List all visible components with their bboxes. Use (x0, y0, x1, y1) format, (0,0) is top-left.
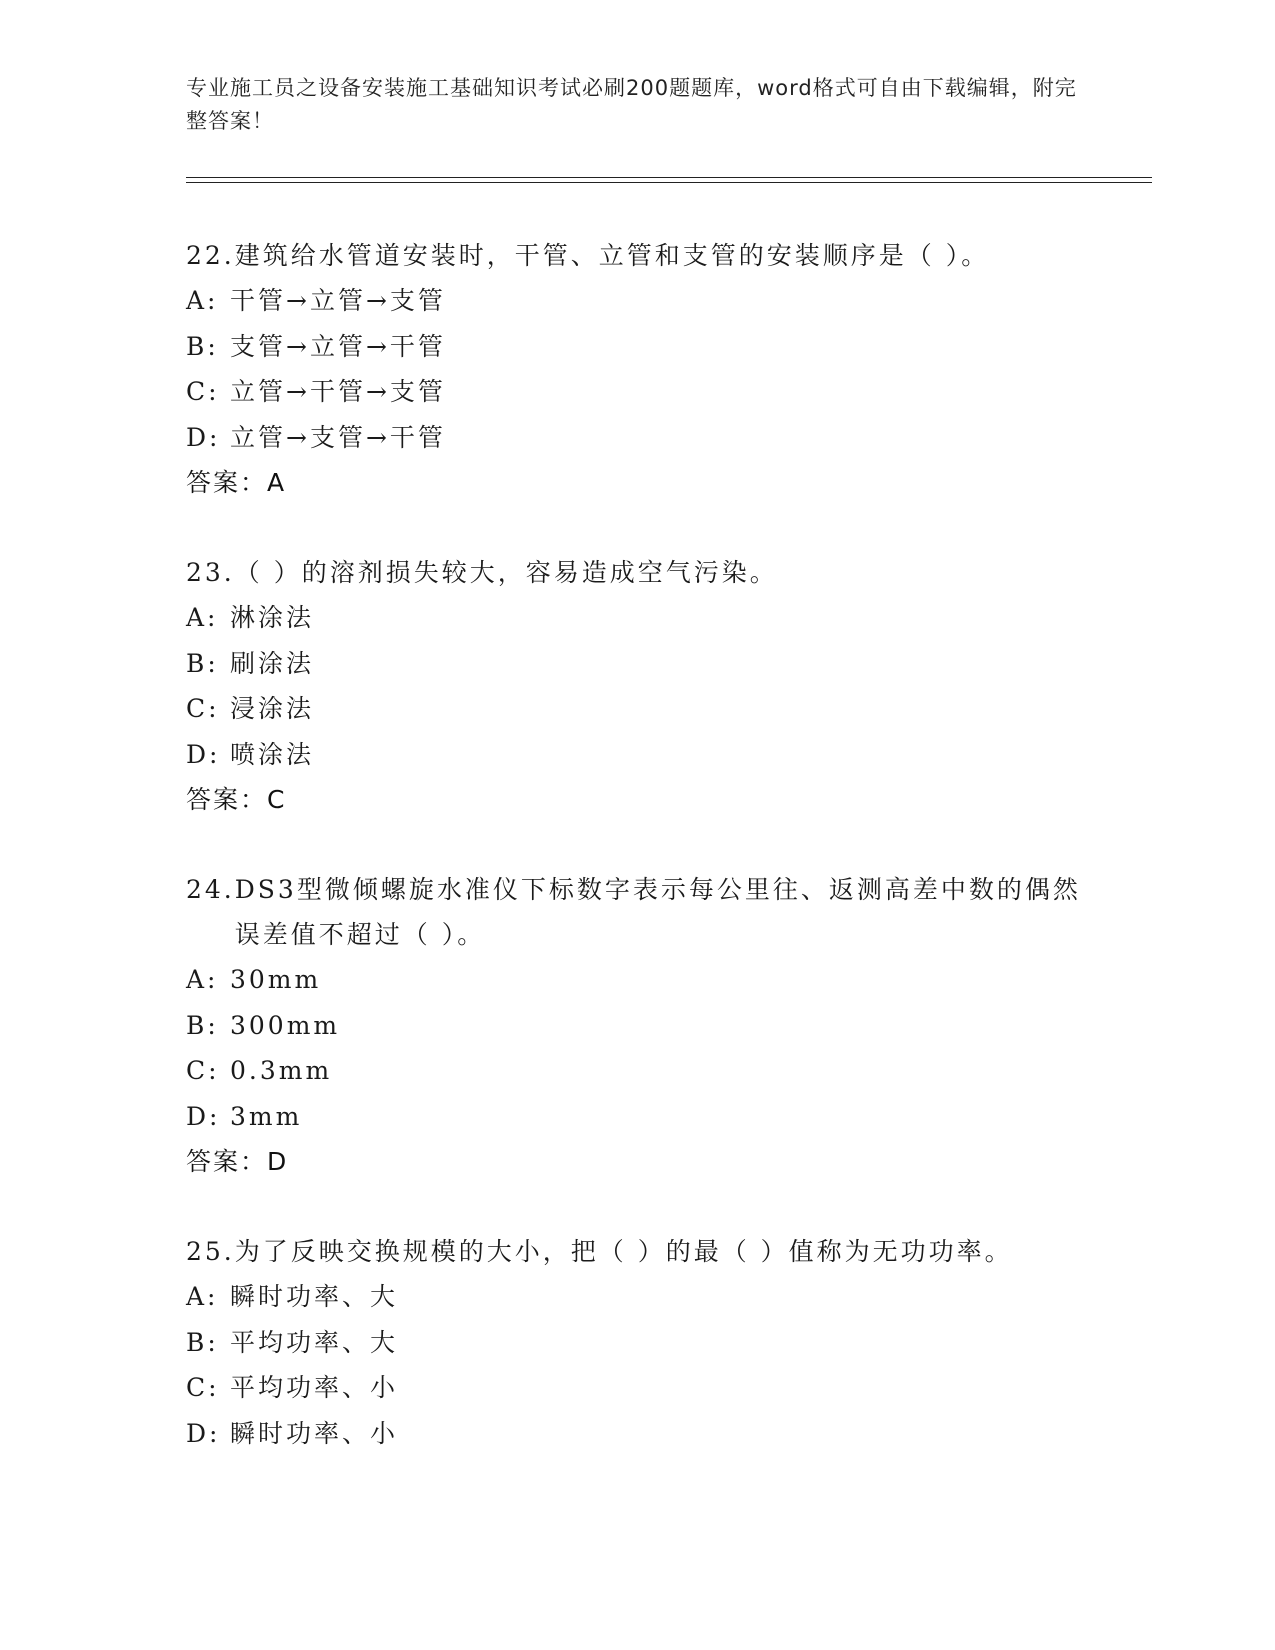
option-letter: D: (186, 1418, 221, 1448)
question-24 (186, 867, 1106, 1185)
header-title: 专业施工员之设备安装施工基础知识考试必刷200题题库，word格式可自由下载编辑，附完整答案！ (186, 76, 1077, 133)
option-b (186, 641, 1106, 687)
option-text: 立管→干管→支管 (230, 377, 446, 406)
question-25 (186, 1229, 1106, 1456)
option-letter: A: (186, 1282, 219, 1311)
option-a (186, 595, 1106, 641)
option-c (186, 369, 1106, 415)
option-letter: B: (186, 648, 219, 678)
option-text: 喷涂法 (230, 739, 315, 769)
question-22 (186, 233, 1106, 506)
option-text: 浸涂法 (230, 694, 315, 723)
option-letter: C: (186, 1056, 220, 1085)
option-text: 淋涂法 (230, 603, 315, 632)
option-text: 干管→立管→支管 (230, 286, 446, 315)
question-text: 建筑给水管道安装时，干管、立管和支管的安装顺序是（ ）。 (234, 241, 990, 270)
option-a (186, 1274, 1106, 1320)
option-text: 3mm (230, 1101, 303, 1131)
option-letter: C: (186, 1373, 220, 1402)
question-stem (186, 550, 1106, 595)
option-b (186, 1003, 1106, 1049)
question-stem (186, 1229, 1106, 1274)
option-text: 支管→立管→干管 (230, 331, 446, 361)
header-divider-bottom (186, 182, 1152, 183)
question-number: 24. (186, 875, 235, 904)
option-letter: A: (186, 603, 219, 632)
question-number: 23. (186, 558, 235, 587)
header-divider-top (186, 177, 1152, 178)
option-a (186, 278, 1106, 324)
option-c (186, 1048, 1106, 1094)
option-text: 300mm (230, 1010, 341, 1040)
option-letter: D: (186, 422, 221, 452)
option-a (186, 957, 1106, 1003)
option-letter: B: (186, 1010, 219, 1040)
answer-line: 答案：C (186, 785, 287, 814)
option-text: 立管→支管→干管 (230, 422, 446, 452)
question-number: 25. (186, 1237, 235, 1266)
option-letter: B: (186, 1327, 219, 1357)
document-header (186, 72, 1086, 138)
option-letter: B: (186, 331, 219, 361)
option-c (186, 686, 1106, 732)
option-text: 平均功率、大 (230, 1327, 399, 1357)
option-d (186, 1094, 1106, 1140)
option-text: 刷涂法 (230, 648, 315, 678)
option-d (186, 415, 1106, 461)
option-letter: A: (186, 965, 219, 994)
option-d (186, 732, 1106, 778)
option-text: 瞬时功率、小 (230, 1418, 399, 1448)
question-stem (186, 867, 1106, 957)
answer-line: 答案：D (186, 1147, 289, 1176)
option-d (186, 1411, 1106, 1457)
option-letter: D: (186, 1101, 221, 1131)
question-stem (186, 233, 1106, 278)
question-text: DS3型微倾螺旋水准仪下标数字表示每公里往、返测高差中数的偶然误差值不超过（ ）。 (234, 875, 1081, 949)
answer-line: 答案：A (186, 468, 287, 497)
option-letter: C: (186, 694, 220, 723)
question-list (186, 233, 1106, 1500)
option-text: 0.3mm (230, 1056, 333, 1085)
option-letter: A: (186, 286, 219, 315)
option-b (186, 1320, 1106, 1366)
option-text: 平均功率、小 (230, 1373, 399, 1402)
question-number: 22. (186, 241, 235, 270)
question-text: 为了反映交换规模的大小，把（ ）的最（ ）值称为无功功率。 (234, 1237, 1013, 1266)
option-text: 瞬时功率、大 (230, 1282, 399, 1311)
option-letter: C: (186, 377, 220, 406)
question-23 (186, 550, 1106, 823)
question-text: （ ）的溶剂损失较大，容易造成空气污染。 (234, 558, 778, 587)
option-c (186, 1365, 1106, 1411)
option-text: 30mm (230, 965, 322, 994)
option-letter: D: (186, 739, 221, 769)
option-b (186, 324, 1106, 370)
